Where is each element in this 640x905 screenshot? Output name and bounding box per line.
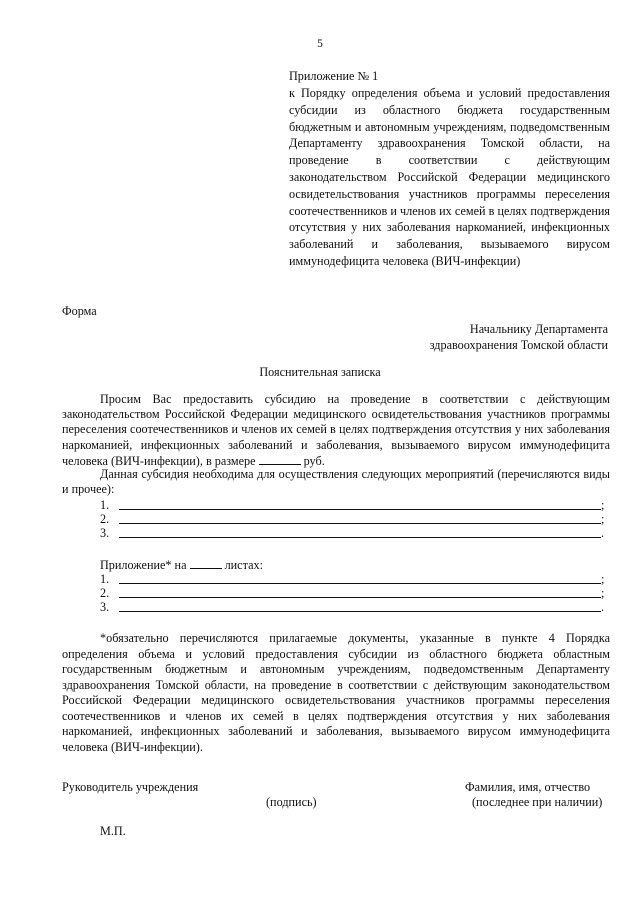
full-name-note: (последнее при наличии) — [472, 795, 603, 809]
attachment-number: 2. — [100, 586, 110, 600]
attachment-suffix: листах: — [224, 558, 263, 572]
attachment-row[interactable] — [0, 600, 640, 615]
head-label: Руководитель учреждения — [62, 780, 199, 794]
attachment-blank-line[interactable] — [119, 597, 601, 598]
amount-blank[interactable] — [259, 453, 301, 465]
activity-end-mark: ; — [601, 498, 605, 512]
appendix-title: Приложение № 1 — [289, 69, 379, 83]
full-name-label: Фамилия, имя, отчество — [465, 780, 591, 794]
form-label: Форма — [62, 304, 97, 318]
attachment-end-mark: ; — [601, 586, 605, 600]
attachment-number: 1. — [100, 572, 110, 586]
attachment-end-mark: . — [601, 600, 605, 614]
activity-number: 3. — [100, 526, 110, 540]
attachment-number: 3. — [100, 600, 110, 614]
addressee-line-1: Начальнику Департамента — [469, 322, 608, 336]
addressee — [430, 321, 608, 353]
activity-row[interactable] — [0, 526, 640, 541]
activities-paragraph: Данная субсидия необходима для осуществления следующих мероприятий (перечисляются виды и прочее): — [62, 467, 610, 497]
addressee-line-2: здравоохранения Томской области — [429, 338, 608, 352]
footnote: *обязательно перечисляются прилагаемые документы, указанные в пункте 4 Порядка определения объема и условий предоставления субсидии из областного бюджета областным государственным бюджетным и автономным учреждениям, подведомственным Департаменту здравоохранения Томской области, на проведение в соответствии с действующим законодательством Российской Федерации медицинского освидетельствования участников программы переселения соотечественников и членов их семей в целях подтверждения отсутствия у них заболевания наркоманией, инфекционных заболеваний и заболевания, вызываемого вирусом иммунодефицита человека (ВИЧ-инфекции). — [62, 631, 610, 754]
attachment-line — [100, 557, 263, 573]
attachment-blank-line[interactable] — [119, 583, 601, 584]
request-paragraph — [62, 392, 610, 469]
activity-end-mark: . — [601, 526, 605, 540]
attachment-end-mark: ; — [601, 572, 605, 586]
activity-row[interactable] — [0, 512, 640, 527]
activity-blank-line[interactable] — [119, 509, 601, 510]
amount-unit: руб. — [303, 453, 325, 468]
signature-label: (подпись) — [266, 795, 317, 809]
document-title: Пояснительная записка — [259, 365, 381, 379]
attachment-row[interactable] — [0, 572, 640, 587]
appendix-text: к Порядку определения объема и условий предоставления субсидии из областного бюджета государственным бюджетным и автономным учреждениям, подведомственным Департаменту здравоохранения Томской области, на проведение в соответствии с действующим законодательством Российской Федерации медицинского освидетельствования участников программы переселения соотечественников и членов их семей в целях подтверждения отсутствия у них заболевания наркоманией, инфекционных заболеваний и заболевания, вызываемого вирусом иммунодефицита человека (ВИЧ-инфекции) — [289, 86, 610, 268]
activity-blank-line[interactable] — [119, 523, 601, 524]
activity-number: 1. — [100, 498, 110, 512]
appendix-block — [289, 68, 610, 270]
request-text: Просим Вас предоставить субсидию на проведение в соответствии с действующим законодательством Российской Федерации медицинского освидетельствования участников программы переселения соотечественников и членов их семей в целях подтверждения отсутствия у них заболевания наркоманией, инфекционных заболеваний и заболевания, вызываемого вирусом иммунодефицита человека (ВИЧ-инфекции), в размере — [62, 392, 610, 468]
stamp-place: М.П. — [100, 824, 126, 838]
activity-row[interactable] — [0, 498, 640, 513]
sheet-count-blank[interactable] — [190, 557, 222, 569]
attachment-prefix: Приложение* на — [100, 558, 187, 572]
activity-number: 2. — [100, 512, 110, 526]
attachment-row[interactable] — [0, 586, 640, 601]
activity-blank-line[interactable] — [119, 537, 601, 538]
attachment-blank-line[interactable] — [119, 611, 601, 612]
page-number: 5 — [317, 38, 323, 50]
activity-end-mark: ; — [601, 512, 605, 526]
